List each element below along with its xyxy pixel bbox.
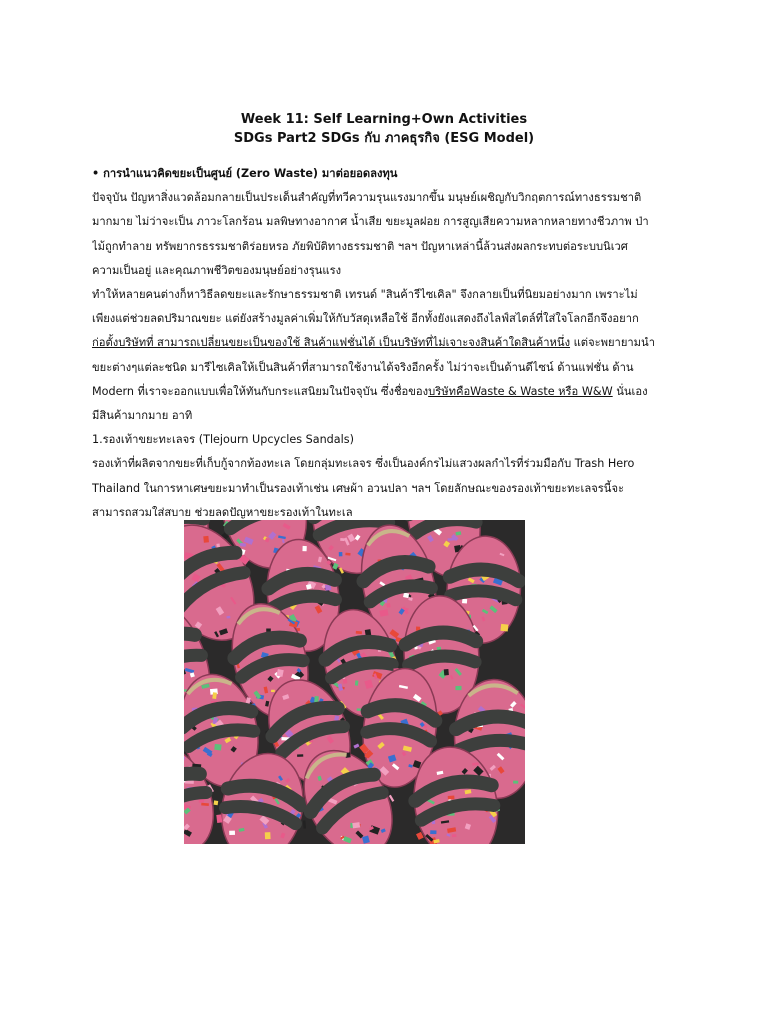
document-body [92,162,692,525]
item-1-name: Tlejourn Upcycles Sandals [203,433,350,447]
item-1-suffix: ) [349,433,354,447]
item-1-heading [92,428,692,452]
paragraph-2-line: มีสินค้ามากมาย อาทิ [92,409,193,423]
paragraph-1-line: ปัจจุบัน ปัญหาสิ่งแวดล้อมกลายเป็นประเด็นสำคัญที่ทวีความรุนแรงมากขึ้น มนุษย์เผชิญกับวิกฤตการณ์ทางธรรมชาติ [92,191,642,205]
section-heading-text: การนำแนวคิดขยะเป็นศูนย์ (Zero Waste) มาต่อยอดลงทุน [103,167,398,180]
company-concept-underlined: ก่อตั้งบริษัทที่ สามารถเปลี่ยนขยะเป็นของใช้ สินค้าแฟชั่นได้ เป็นบริษัทที่ไม่เจาะจงสินค้าใดสินค้าหนึ่ง [92,336,571,350]
section-heading [92,162,692,186]
paragraph-2-line: ทำให้หลายคนต่างก็หาวิธีลดขยะและรักษาธรรมชาติ เทรนด์ "สินค้ารีไซเคิล" จึงกลายเป็นที่นิยมอย่างมาก เพราะไม่ [92,288,638,302]
sandals-photo [184,520,525,844]
paragraph-2-line [92,331,692,355]
paragraph-1-line: ไม้ถูกทำลาย ทรัพยากรธรรมชาติร่อยหรอ ภัยพิบัติทางธรรมชาติ ฯลฯ ปัญหาเหล่านี้ล้วนส่งผลกระทบต่อระบบนิเวศ [92,239,628,253]
paragraph-2-text: แต่จะพยายามนำ [570,336,655,350]
sandals-illustration [184,520,525,844]
item-1-description-line: รองเท้าที่ผลิตจากขยะที่เก็บกู้จากท้องทะเล โดยกลุ่มทะเลจร ซึ่งเป็นองค์กรไม่แสวงผลกำไรที่ร่วมมือกับ Trash Hero [92,457,635,471]
paragraph-2-text: Modern ที่เราจะออกแบบเพื่อให้ทันกับกระแสนิยมในปัจจุบัน ซึ่งชื่อของ [92,384,429,398]
paragraph-2-line: ขยะต่างๆแต่ละชนิด มารีไซเคิลให้เป็นสินค้าที่สามารถใช้งานได้จริงอีกครั้ง ไม่ว่าจะเป็นด้านดีไซน์ ด้านแฟชั่น ด้าน [92,360,634,374]
item-1-description-line: สามารถสวมใส่สบาย ช่วยลดปัญหาขยะรองเท้าในทะเล [92,505,353,519]
title-line-1: Week 11: Self Learning+Own Activities [240,112,528,127]
paragraph-2-line [92,380,692,404]
company-name-underlined: บริษัทคือWaste & Waste หรือ W&W [428,384,613,398]
document-title [0,110,768,148]
paragraph-2-line: เพียงแต่ช่วยลดปริมาณขยะ แต่ยังสร้างมูลค่าเพิ่มให้กับวัสดุเหลือใช้ อีกทั้งยังแสดงถึงไลฟ์สไตล์ที่ใส่ใจโลกอีกจึงอยาก [92,312,639,326]
paragraph-1-line: ความเป็นอยู่ และคุณภาพชีวิตของมนุษย์อย่างรุนแรง [92,263,342,277]
item-1-description-line: Thailand ในการหาเศษขยะมาทำเป็นรองเท้าเช่น เศษผ้า อวนปลา ฯลฯ โดยลักษณะของรองเท้าขยะทะเลจรนี้จะ [92,481,625,495]
bullet: • [92,167,100,180]
paragraph-1-line: มากมาย ไม่ว่าจะเป็น ภาวะโลกร้อน มลพิษทางอากาศ น้ำเสีย ขยะมูลฝอย การสูญเสียความหลากหลายทางชีวภาพ ป่า [92,215,649,229]
paragraph-2-text: นั่นเอง [612,384,648,398]
title-line-2: SDGs Part2 SDGs กับ ภาคธุรกิจ (ESG Model) [233,131,535,146]
item-1-prefix: 1.รองเท้าขยะทะเลจร ( [92,433,204,447]
